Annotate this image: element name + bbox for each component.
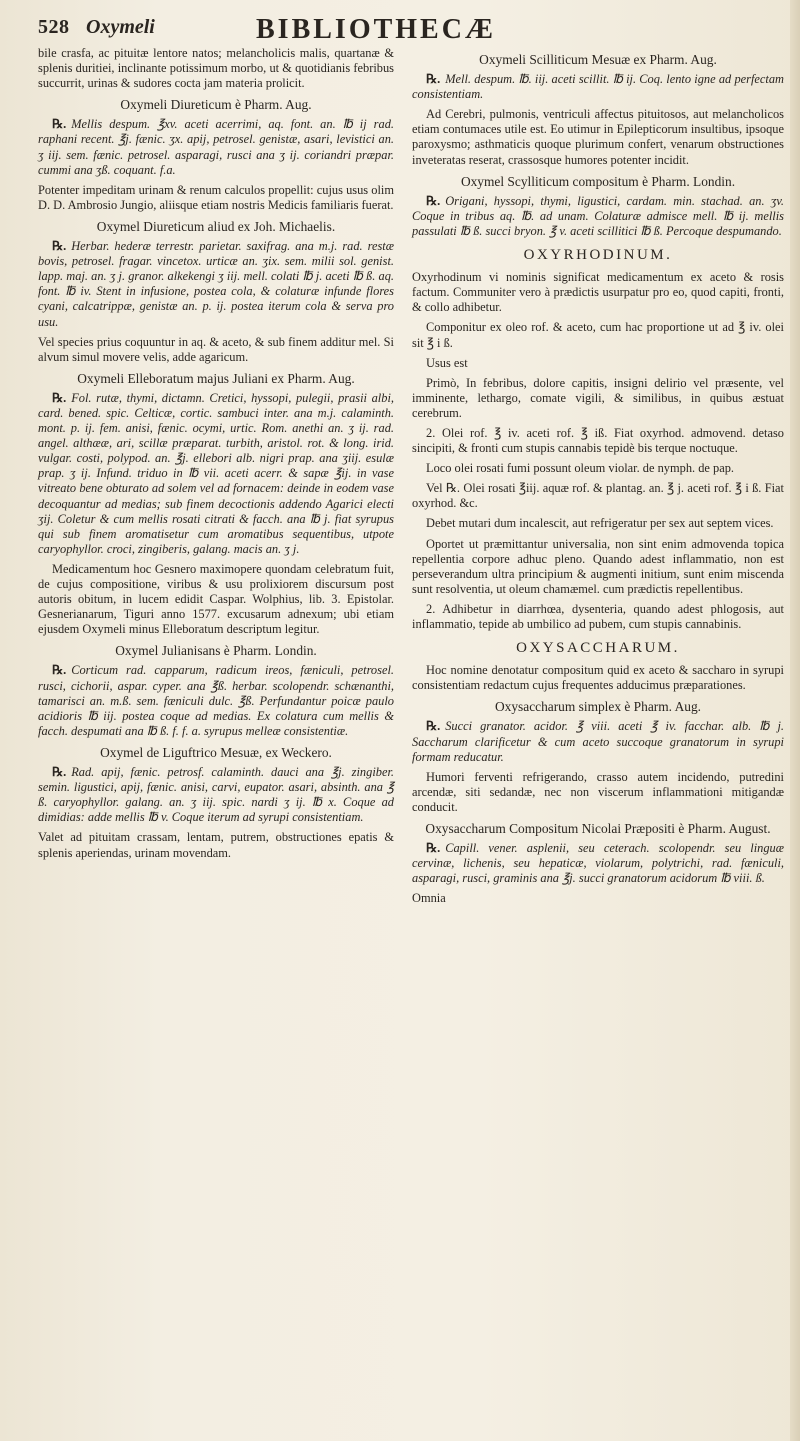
- recipe-text: Rad. apij, fænic. petrosf. calaminth. dauci ana ℥j. zingiber. semin. ligustici, apij, fænic. anisi, carvi, eupator. asari, absinth. ana ℥ ß. caryophyllor. galang. an. ʒ iij. spic. nardi ʒ ij. ℔ x. Coque ad dimidias: adde mellis ℔ v. Coque iterum ad syrupi consistentiam.: [38, 765, 394, 825]
- recipe-symbol-icon: ℞.: [52, 390, 67, 405]
- left-column: [38, 46, 394, 866]
- recipe-paragraph: [412, 841, 784, 886]
- recipe-paragraph: [38, 663, 394, 738]
- body-paragraph: Primò, In febribus, dolore capitis, insigni delirio vel præsente, vel imminente, lethargo, comate vigili, & similibus, in quibus æstuat cerebrum.: [412, 375, 784, 420]
- recipe-text: Mell. despum. ℔. iij. aceti scillit. ℔ ij. Coq. lento igne ad perfectam consistentiam.: [412, 72, 784, 102]
- formula-heading: Oxymel Julianisans è Pharm. Londin.: [115, 643, 317, 659]
- formula-heading: Oxymeli Scilliticum Mesuæ ex Pharm. Aug.: [479, 52, 717, 67]
- recipe-symbol-icon: ℞.: [52, 765, 67, 780]
- running-header: [38, 10, 786, 50]
- body-paragraph: 2. Adhibetur in diarrhœa, dysenteria, quando adest phlogosis, aut inflammatio, tepide ab umbilico ad pubem, cum stupis cannabinis.: [412, 601, 784, 631]
- body-paragraph: Ad Cerebri, pulmonis, ventriculi affectus pituitosos, aut melancholicos etiam contumaces utile est. Eo utimur in Epilepticorum insultibus, ipsoque paroxysmo; asthmaticis quoque plurimum confert, venarum obstructiones inveteratas reserat, crassosque humores potenter incidit.: [412, 107, 784, 167]
- formula-heading: Oxymel Scylliticum compositum è Pharm. Londin.: [460, 173, 736, 189]
- recipe-symbol-icon: ℞.: [52, 239, 67, 254]
- recipe-paragraph: [38, 239, 394, 330]
- formula-heading: Oxymeli Elleboratum majus Juliani ex Pharm. Aug.: [77, 370, 355, 386]
- recipe-text: Mellis despum. ℥xv. aceti acerrimi, aq. font. an. ℔ ij rad. raphani recent. ℥j. fænic. ʒx. apij, petrosel. genistæ, asari, levistici an. ʒ iij. sem. fænic. petrosel. asparagi, rusci ana ʒ ij. coriandri præpar. cummi ana ʒß. coquant. f.a.: [38, 117, 394, 177]
- recipe-symbol-icon: ℞.: [426, 72, 441, 87]
- recipe-paragraph: [38, 117, 394, 177]
- formula-heading: Oxymel Diureticum aliud ex Joh. Michaelis.: [96, 218, 336, 234]
- formula-heading: Oxysaccharum Compositum Nicolai Præpositi è Pharm. August.: [425, 821, 771, 837]
- recipe-symbol-icon: ℞.: [426, 719, 441, 734]
- recipe-text: Succi granator. acidor. ℥ viii. aceti ℥ iv. facchar. alb. ℔ j. Saccharum clarificetur & cum aceto succoque granatorum in syrupi formam reducatur.: [412, 719, 784, 764]
- page-edge: [790, 0, 800, 1441]
- running-word: Oxymeli: [86, 16, 155, 38]
- page-number: 528: [38, 16, 70, 38]
- recipe-text: Origani, hyssopi, thymi, ligustici, cardam. min. stachad. an. ʒv. Coque in tribus aq. ℔. ad unam. Colaturæ admisce mell. ℔ ij. mellis passulati ℔ ß. succi bryon. ℥ v. aceti scillitici ℔ ß. Percoque despumando.: [412, 193, 784, 238]
- body-paragraph: Vel ℞. Olei rosati ℥iij. aquæ rof. & plantag. an. ℥ j. aceti rof. ℥ i ß. Fiat oxyrhod. &c.: [412, 481, 784, 511]
- recipe-text: Corticum rad. capparum, radicum ireos, fæniculi, petrosel. rusci, cichorii, aspar. cyper. ana ℥ß. herbar. scolopendr. schænanthi, tamarisci an. m.ß. sem. fæniculi dulc. ℥ß. Perfundantur poicæ paulo acidioris ℔ iij. postea coque ad medias. Ex colatura cum mellis & facch. despumati ana ℔ ß. f. f. a. syrupus melleæ consistentiæ.: [38, 663, 394, 738]
- formula-heading: Oxymeli Diureticum è Pharm. Aug.: [120, 97, 312, 113]
- recipe-symbol-icon: ℞.: [52, 117, 67, 132]
- running-title: BIBLIOTHECÆ: [256, 14, 496, 45]
- body-paragraph: Usus est: [426, 355, 468, 370]
- body-paragraph: Debet mutari dum incalescit, aut refrigeratur per sex aut septem vices.: [426, 516, 774, 531]
- body-paragraph: Oxyrhodinum vi nominis significat medicamentum ex aceto & rosis factum. Communiter vero à prædictis usurpatur pro eo, quod capiti, fronti, & collo adhibetur.: [412, 270, 784, 315]
- section-title: OXYRHODINUM.: [523, 247, 673, 264]
- recipe-symbol-icon: ℞.: [426, 193, 441, 208]
- recipe-paragraph: [412, 194, 784, 239]
- body-paragraph: Vel species prius coquuntur in aq. & aceto, & sub finem additur mel. Si alvum simul movere velis, adde agaricum.: [38, 334, 394, 364]
- formula-heading: Oxysaccharum simplex è Pharm. Aug.: [494, 699, 702, 715]
- body-paragraph: Componitur ex oleo rof. & aceto, cum hac proportione ut ad ℥ iv. olei sit ℥ i ß.: [412, 320, 784, 350]
- recipe-symbol-icon: ℞.: [52, 663, 67, 678]
- body-paragraph: Hoc nomine denotatur compositum quid ex aceto & saccharo in syrupi consistentiam redactum cujus frequentes adducimus præparationes.: [412, 663, 784, 693]
- right-column: [412, 46, 784, 912]
- recipe-text: Capill. vener. asplenii, seu ceterach. scolopendr. seu linguæ cervinæ, lichenis, seu hepaticæ, violarum, polytrichi, rad. fæniculi, asparagi, rusci, graminis ana ℥j. succi granatorum acidorum ℔ viii. ß.: [412, 841, 784, 886]
- body-paragraph: Valet ad pituitam crassam, lentam, putrem, obstructiones epatis & splenis aperiendas, urinam movendam.: [38, 830, 394, 860]
- recipe-text: Fol. rutæ, thymi, dictamn. Cretici, hyssopi, pulegii, prasii albi, card. bened. spic. Celticæ, cortic. sambuci inter. ana m.j. calaminth. mont. p. ij. fem. anisi, fænic. ocymi, urtic. Rom. anethi an. ʒ ij. rad. angel. althææ, ari, scillæ præparat. turbith, aristol. rot. & long. irid. vulgar. costi, polypod. an. ℥j. ellebori alb. nigri prap. ana ʒiij. esulæ prap. ʒ ij. Infund. triduo in ℔ vii. aceti acerr. & sapæ ℥ij. in vase vitreato bene obturato ad solem vel ad fornacem: deinde in eodem vase decoquantur ad medias; sub finem decoctionis addendo Agarici electi ʒij. Coletur & cum mellis rosati citrati & facch. ana ℔ j. fiat syrupus qui sub finem aromatisetur cum aromatibus sequentibus, utpote caryophyllor. croci, zingiberis, galang. macis an. ʒ j.: [38, 390, 394, 556]
- body-paragraph: Loco olei rosati fumi possunt oleum violar. de nymph. de pap.: [426, 461, 734, 476]
- body-paragraph: 2. Olei rof. ℥ iv. aceti rof. ℥ iß. Fiat oxyrhod. admovend. detaso sincipiti, & fronti cum stupis cannabis tepidè bis terque noctuque.: [412, 425, 784, 456]
- body-paragraph: Medicamentum hoc Gesnero maximopere quondam celebratum fuit, de cujus compositione, viribus & usu prolixiorem discursum post autoris obitum, in lucem edidit Caspar. Wolphius, lib. 3. Epistolar. Gesnerianarum, Tiguri anno 1577. excusarum adnexum; ubi etiam ejusdem Oxymeli minus Elleboratum descriptum legitur.: [38, 561, 394, 637]
- body-paragraph: Omnia: [412, 891, 446, 906]
- body-paragraph: Potenter impeditam urinam & renum calculos propellit: cujus usus olim D. D. Ambrosio Jungio, aliisque etiam nostris Medicis familiaris fuerat.: [38, 182, 394, 212]
- recipe-paragraph: [412, 72, 784, 102]
- recipe-paragraph: [412, 719, 784, 764]
- body-paragraph: Oportet ut præmittantur universalia, non sint enim admovenda topica repellentia corpore adhuc pleno. Quando adest inflammatio, non est perseverandum ultra principium & augmenti initium, sunt enim miscenda sunt resolventia, ut oleum chamæmel. cum prædictis repellentibus.: [412, 536, 784, 596]
- recipe-text: Herbar. hederæ terrestr. parietar. saxifrag. ana m.j. rad. restæ bovis, petrosel. fragar. vincetox. urticæ an. ʒix. sem. milii sol. genist. lapp. maj. an. ʒ j. granor. alkekengi ʒ iij. mell. colati ℔ j. aceti ℔ ß. aq. font. ℔ iv. Stent in infusione, postea cola, & colaturæ infunde flores cyani, calcatrippæ, genistæ an. p. ij. postea iterum cola & serva pro usu.: [38, 239, 394, 329]
- formula-heading: Oxymel de Liguftrico Mesuæ, ex Weckero.: [100, 744, 332, 760]
- recipe-paragraph: [38, 765, 394, 825]
- section-title: OXYSACCHARUM.: [516, 640, 680, 657]
- recipe-paragraph: [38, 391, 394, 557]
- recipe-symbol-icon: ℞.: [426, 841, 441, 856]
- body-paragraph: bile crasfa, ac pituitæ lentore natos; melancholicis malis, quartanæ & splenis duritiei, inclinante potissimum morbo, ut & quotidianis febribus succurrit, urinas & sudores cocta jam materia prolicit.: [38, 46, 394, 91]
- body-paragraph: Humori ferventi refrigerando, crasso autem incidendo, putredini arcendæ, siti sedandæ, nec non viscerum inflammationi mitigandæ conducit.: [412, 769, 784, 814]
